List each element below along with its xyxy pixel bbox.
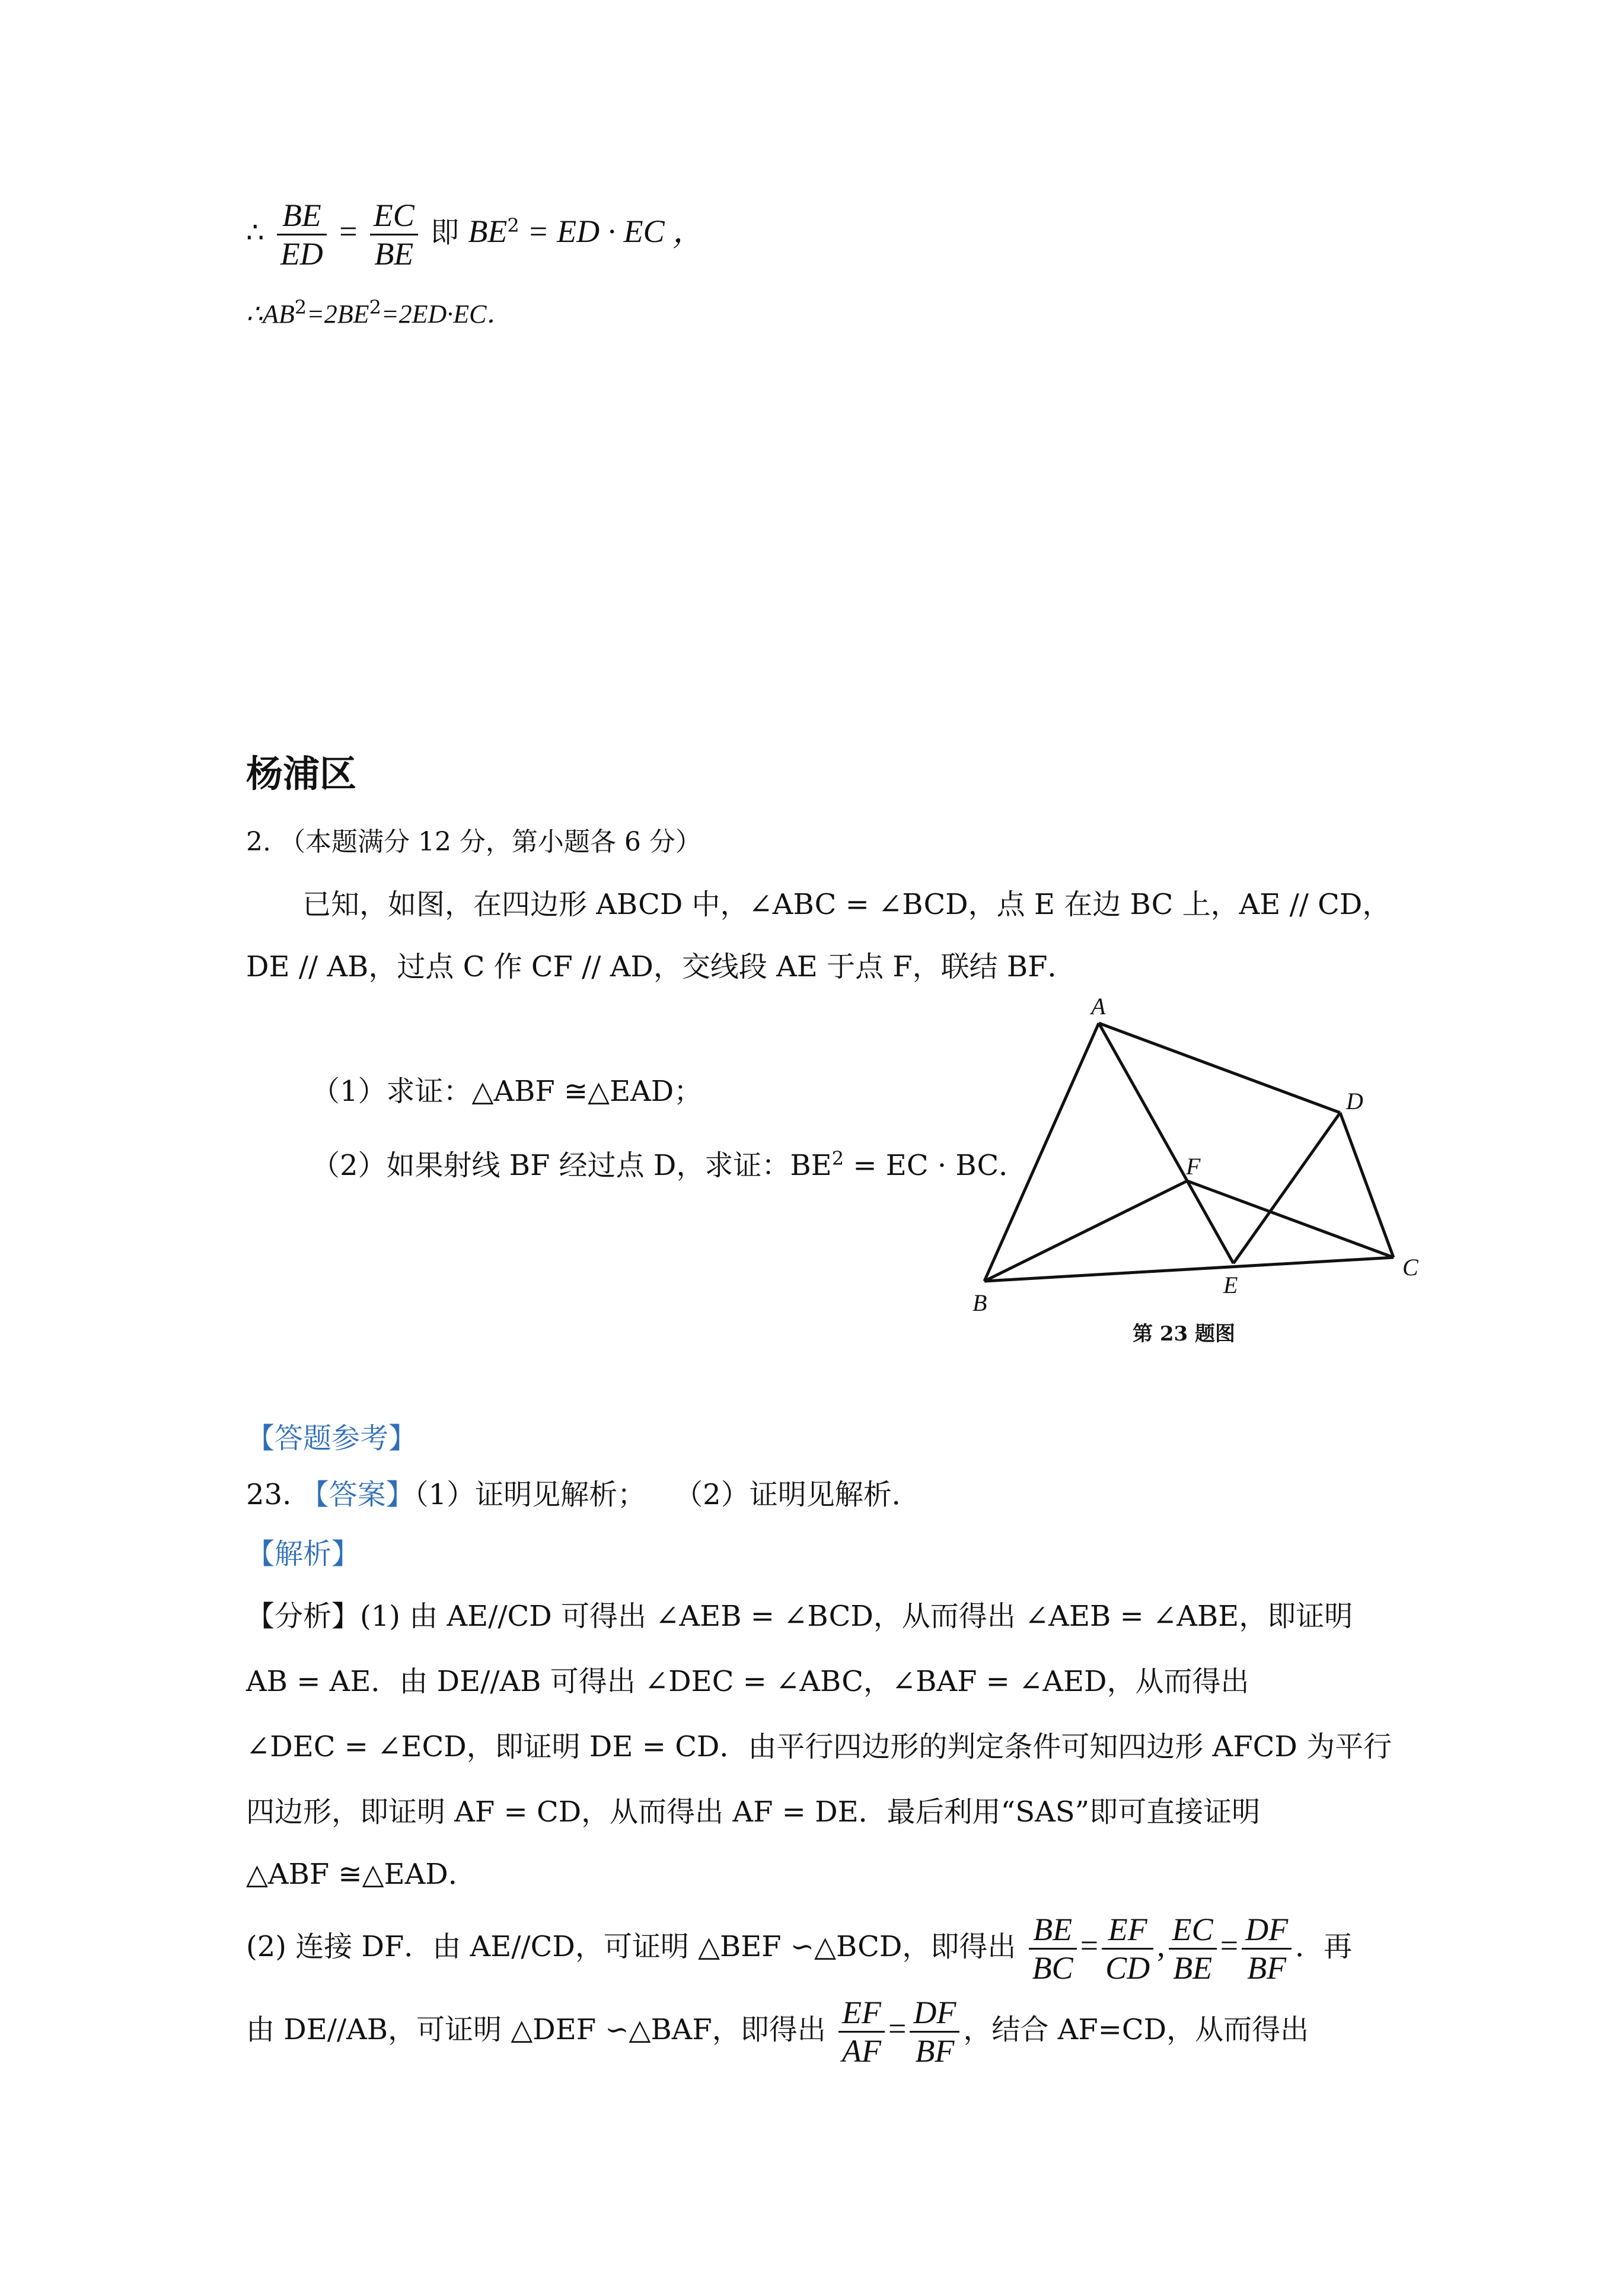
problem-statement-2: DE // AB，过点 C 作 CF // AD，交线段 AE 于点 F，联结 BF． (246, 950, 1076, 983)
analysis-para-5: △ABF ≅△EAD． (246, 1858, 477, 1891)
segment-bc (984, 1257, 1394, 1281)
fraction-ec-be: $\frac{EC}{BE}$ (370, 197, 418, 272)
top-line-2: $\therefore AB^2=2BE^2=2ED\cdot EC$． (246, 296, 513, 329)
analysis-para-3: ∠DEC = ∠ECD，即证明 DE = CD．由平行四边形的判定条件可知四边形 AFCD 为平行 (246, 1730, 1392, 1763)
fraction-df-bf: $\frac{DF}{BF}$ (1242, 1911, 1292, 1986)
segment-ab (984, 1023, 1099, 1281)
segment-ad (1099, 1023, 1340, 1113)
segment-ae (1099, 1023, 1233, 1263)
label-d: D (1346, 1088, 1363, 1114)
top-line-1: ∴ $\frac{BE}{ED}$ = $\frac{EC}{BE}$ 即 $BE^2$ = ED · EC ， (246, 198, 705, 272)
label-a: A (1091, 996, 1106, 1020)
analysis-para-1: 【分析】(1) 由 AE//CD 可得出 ∠AEB = ∠BCD，从而得出 ∠AEB = ∠ABE，即证明 (246, 1600, 1353, 1633)
label-f: F (1186, 1153, 1201, 1180)
answer-reference-label: 【答题参考】 (246, 1422, 417, 1455)
problem-statement-1: 已知，如图，在四边形 ABCD 中，∠ABC = ∠BCD，点 E 在边 BC 上，AE // CD， (302, 888, 1391, 921)
fraction-ef-af: $\frac{EF}{AF}$ (838, 1994, 885, 2069)
segment-de (1233, 1113, 1340, 1263)
analysis-tag: 【解析】 (246, 1537, 361, 1571)
segment-dc (1340, 1113, 1394, 1257)
geometry-figure (967, 996, 1453, 1364)
quadrilateral-diagram (967, 996, 1453, 1364)
answer-line: 23. 【答案】（1）证明见解析； （2）证明见解析． (246, 1478, 920, 1511)
answer-tag: 【答案】 (300, 1478, 414, 1511)
analysis-para-7: 由 DE//AB，可证明 △DEF ∽△BAF，即得出 $\frac{EF}{AF}$ = $\frac{DF}{BF}$ ，结合 AF=CD，从而得出 (246, 1995, 1309, 2069)
fraction-ef-cd: $\frac{EF}{CD}$ (1102, 1911, 1153, 1986)
therefore-symbol: ∴ (246, 216, 264, 249)
fraction-df-bf-2: $\frac{DF}{BF}$ (910, 1994, 959, 2069)
segment-bf (984, 1181, 1187, 1281)
figure-caption: 第 23 题图 (1133, 1322, 1235, 1346)
segment-fc (1187, 1181, 1394, 1257)
fraction-be-ed: $\frac{BE}{ED}$ (277, 197, 327, 272)
analysis-para-4: 四边形，即证明 AF = CD，从而得出 AF = DE．最后利用“SAS”即可直接证明 (246, 1795, 1261, 1829)
label-c: C (1402, 1254, 1418, 1281)
question-1: （1）求证：△ABF ≅△EAD； (311, 1075, 703, 1108)
district-heading: 杨浦区 (246, 752, 357, 795)
analysis-para-6: (2) 连接 DF．由 AE//CD，可证明 △BEF ∽△BCD，即得出 $\frac{BE}{BC}$ = $\frac{EF}{CD}$ , $\frac{EC}{BE}$ = $\frac{DF}{BF}$ ．再 (246, 1912, 1353, 1986)
problem-header: 2. （本题满分 12 分，第小题各 6 分） (246, 827, 702, 857)
analysis-para-2: AB = AE．由 DE//AB 可得出 ∠DEC = ∠ABC，∠BAF = ∠AED，从而得出 (246, 1665, 1249, 1698)
fraction-ec-be-2: $\frac{EC}{BE}$ (1169, 1911, 1217, 1986)
label-b: B (972, 1289, 987, 1316)
question-2: （2）如果射线 BF 经过点 D，求证：$BE^2$ = EC · BC． (311, 1147, 1028, 1182)
label-e: E (1223, 1272, 1238, 1298)
fraction-be-bc: $\frac{BE}{BC}$ (1029, 1911, 1077, 1986)
